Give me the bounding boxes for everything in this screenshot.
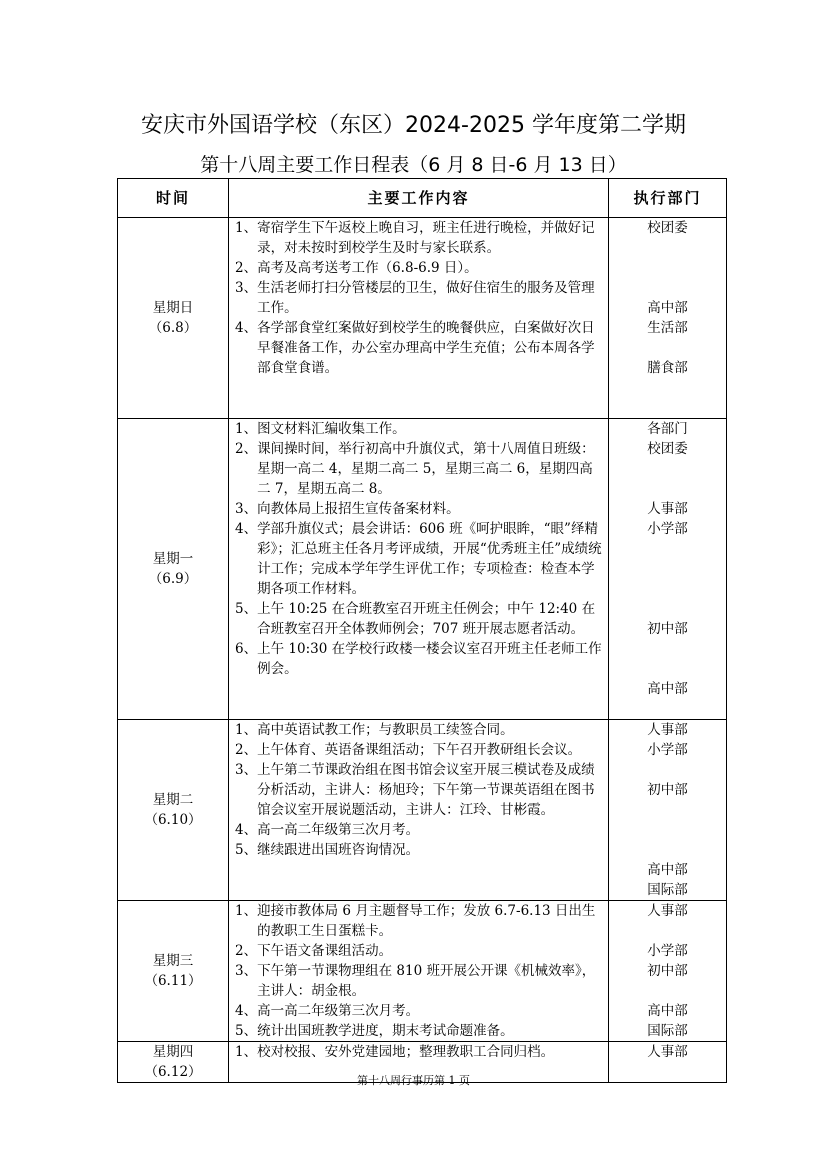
work-item bbox=[235, 419, 602, 439]
work-item-number: 6、 bbox=[235, 641, 258, 657]
dept-label bbox=[609, 278, 726, 298]
table-row bbox=[118, 901, 727, 1042]
work-item-text: 校对校报、安外党建园地；整理教职工合同归档。 bbox=[257, 1044, 555, 1060]
dept-label: 小学部 bbox=[647, 521, 688, 537]
dept-label: 校团委 bbox=[647, 441, 688, 457]
work-item bbox=[235, 439, 602, 499]
work-item-number: 1、 bbox=[235, 220, 258, 236]
dept-label: 高中部 bbox=[647, 681, 688, 697]
content-cell bbox=[229, 419, 609, 720]
day-date: （6.9） bbox=[148, 571, 198, 587]
content-cell bbox=[229, 901, 609, 1042]
dept-label bbox=[609, 238, 726, 258]
dept-label: 初中部 bbox=[647, 963, 688, 979]
dept-label: 高中部 bbox=[647, 1003, 688, 1019]
work-item-number: 5、 bbox=[235, 601, 258, 617]
dept-cell bbox=[609, 419, 727, 720]
work-item-text: 学部升旗仪式；晨会讲话：606 班《呵护眼眸，“眼”绎精彩》；汇总班主任各月考评成绩，开展“优秀班主任”成绩统计工作；完成本学年学生评优工作；专项检查：检查本学期各项工作材料。 bbox=[257, 521, 602, 597]
work-item-number: 3、 bbox=[235, 280, 258, 296]
page-footer: 第十八周行事历第 1 页 bbox=[357, 1074, 470, 1087]
dept-label bbox=[609, 659, 726, 679]
dept-label bbox=[609, 338, 726, 358]
dept-cell bbox=[609, 218, 727, 419]
dept-cell bbox=[609, 720, 727, 901]
work-item-number: 2、 bbox=[235, 742, 258, 758]
dept-label bbox=[609, 760, 726, 780]
dept-label bbox=[609, 840, 726, 860]
dept-label bbox=[609, 258, 726, 278]
work-item-text: 高中英语试教工作；与教职员工续签合同。 bbox=[257, 722, 514, 738]
work-item-number: 4、 bbox=[235, 320, 258, 336]
work-item-text: 寄宿学生下午返校上晚自习，班主任进行晚检，并做好记录，对未按时到校学生及时与家长联系。 bbox=[257, 220, 595, 256]
dept-label bbox=[609, 539, 726, 559]
header-dept: 执行部门 bbox=[609, 179, 727, 218]
day-cell bbox=[118, 218, 229, 419]
dept-label: 人事部 bbox=[647, 722, 688, 738]
dept-label: 初中部 bbox=[647, 782, 688, 798]
day-date: （6.12） bbox=[144, 1064, 202, 1080]
work-item-number: 1、 bbox=[235, 722, 258, 738]
work-item bbox=[235, 1042, 602, 1062]
work-item-number: 4、 bbox=[235, 822, 258, 838]
work-item-number: 5、 bbox=[235, 1023, 258, 1039]
day-date: （6.8） bbox=[148, 320, 198, 336]
work-item-number: 3、 bbox=[235, 762, 258, 778]
dept-label bbox=[609, 639, 726, 659]
dept-label bbox=[609, 459, 726, 479]
work-item bbox=[235, 278, 602, 318]
work-item bbox=[235, 760, 602, 820]
work-item-number: 2、 bbox=[235, 943, 258, 959]
work-item-text: 上午 10:25 在合班教室召开班主任例会；中午 12:40 在合班教室召开全体教师例会；707 班开展志愿者活动。 bbox=[257, 601, 596, 637]
dept-label: 人事部 bbox=[647, 501, 688, 517]
work-item bbox=[235, 1021, 602, 1041]
table-header-row bbox=[118, 179, 727, 218]
work-item-number: 3、 bbox=[235, 963, 258, 979]
dept-label: 国际部 bbox=[647, 882, 688, 898]
dept-label bbox=[609, 800, 726, 820]
work-item bbox=[235, 318, 602, 378]
work-item-text: 上午第二节课政治组在图书馆会议室开展三模试卷及成绩分析活动，主讲人：杨旭玲；下午第一节课英语组在图书馆会议室开展说题活动，主讲人：江玲、甘彬霞。 bbox=[257, 762, 595, 818]
work-item-text: 课间操时间，举行初高中升旗仪式，第十八周值日班级：星期一高二 4，星期二高二 5，星期三高二 6，星期四高二 7，星期五高二 8。 bbox=[257, 441, 595, 497]
dept-label: 人事部 bbox=[647, 903, 688, 919]
content-cell bbox=[229, 720, 609, 901]
dept-label: 小学部 bbox=[647, 742, 688, 758]
work-item-text: 图文材料汇编收集工作。 bbox=[257, 421, 406, 437]
work-item-number: 4、 bbox=[235, 1003, 258, 1019]
work-item-text: 下午语文备课组活动。 bbox=[257, 943, 393, 959]
table-row bbox=[118, 218, 727, 419]
day-name: 星期三 bbox=[152, 953, 194, 969]
work-item-number: 4、 bbox=[235, 521, 258, 537]
work-item bbox=[235, 740, 602, 760]
dept-label: 人事部 bbox=[647, 1044, 688, 1060]
work-item-number: 2、 bbox=[235, 260, 258, 276]
work-item bbox=[235, 1001, 602, 1021]
work-item bbox=[235, 840, 602, 860]
dept-label bbox=[609, 921, 726, 941]
work-item-text: 上午体育、英语备课组活动；下午召开教研组长会议。 bbox=[257, 742, 582, 758]
dept-cell bbox=[609, 901, 727, 1042]
work-item-text: 上午 10:30 在学校行政楼一楼会议室召开班主任老师工作例会。 bbox=[257, 641, 602, 677]
document-subtitle: 第十八周主要工作日程表（6 月 8 日-6 月 13 日） bbox=[200, 154, 627, 176]
work-item-text: 统计出国班教学进度，期末考试命题准备。 bbox=[257, 1023, 514, 1039]
schedule-table bbox=[117, 178, 727, 1083]
work-item-text: 高一高二年级第三次月考。 bbox=[257, 1003, 420, 1019]
work-item-text: 高考及高考送考工作（6.8-6.9 日）。 bbox=[257, 260, 478, 276]
table-row bbox=[118, 720, 727, 901]
document-title: 安庆市外国语学校（东区）2024-2025 学年度第二学期 bbox=[141, 113, 686, 138]
dept-label: 生活部 bbox=[647, 320, 688, 336]
day-name: 星期四 bbox=[152, 1044, 194, 1060]
work-item bbox=[235, 941, 602, 961]
dept-label bbox=[609, 820, 726, 840]
dept-label: 高中部 bbox=[647, 862, 688, 878]
work-item bbox=[235, 258, 602, 278]
content-cell bbox=[229, 218, 609, 419]
work-item-number: 1、 bbox=[235, 421, 258, 437]
header-time: 时间 bbox=[118, 179, 229, 218]
work-item bbox=[235, 599, 602, 639]
dept-label: 初中部 bbox=[647, 621, 688, 637]
work-item bbox=[235, 820, 602, 840]
dept-label: 高中部 bbox=[647, 300, 688, 316]
dept-label bbox=[609, 378, 726, 398]
work-item bbox=[235, 720, 602, 740]
header-content: 主要工作内容 bbox=[229, 179, 609, 218]
work-item bbox=[235, 901, 602, 941]
day-cell bbox=[118, 419, 229, 720]
day-date: （6.11） bbox=[144, 973, 202, 989]
dept-label: 国际部 bbox=[647, 1023, 688, 1039]
work-item-text: 高一高二年级第三次月考。 bbox=[257, 822, 420, 838]
work-item bbox=[235, 499, 602, 519]
work-item-number: 1、 bbox=[235, 903, 258, 919]
work-item-text: 向教体局上报招生宣传备案材料。 bbox=[257, 501, 460, 517]
day-name: 星期一 bbox=[152, 551, 194, 567]
dept-label: 校团委 bbox=[647, 220, 688, 236]
work-item bbox=[235, 961, 602, 1001]
day-name: 星期日 bbox=[152, 300, 194, 316]
dept-label: 小学部 bbox=[647, 943, 688, 959]
work-item-number: 3、 bbox=[235, 501, 258, 517]
work-item-number: 5、 bbox=[235, 842, 258, 858]
dept-label bbox=[609, 579, 726, 599]
dept-label bbox=[609, 981, 726, 1001]
work-item bbox=[235, 639, 602, 679]
day-date: （6.10） bbox=[144, 812, 202, 828]
work-item bbox=[235, 218, 602, 258]
work-item-number: 1、 bbox=[235, 1044, 258, 1060]
dept-label: 膳食部 bbox=[647, 360, 688, 376]
work-item-text: 下午第一节课物理组在 810 班开展公开课《机械效率》，主讲人：胡金根。 bbox=[257, 963, 596, 999]
day-name: 星期二 bbox=[152, 792, 194, 808]
dept-label bbox=[609, 559, 726, 579]
work-item-text: 迎接市教体局 6 月主题督导工作；发放 6.7-6.13 日出生的教职工生日蛋糕卡。 bbox=[257, 903, 596, 939]
dept-label bbox=[609, 699, 726, 719]
day-cell bbox=[118, 901, 229, 1042]
dept-label bbox=[609, 479, 726, 499]
work-item-text: 各学部食堂红案做好到校学生的晚餐供应，白案做好次日早餐准备工作，办公室办理高中学生充值；公布本周各学部食堂食谱。 bbox=[257, 320, 595, 376]
work-item-number: 2、 bbox=[235, 441, 258, 457]
table-row bbox=[118, 419, 727, 720]
work-item-text: 生活老师打扫分管楼层的卫生，做好住宿生的服务及管理工作。 bbox=[257, 280, 595, 316]
day-cell bbox=[118, 720, 229, 901]
dept-label: 各部门 bbox=[647, 421, 688, 437]
dept-label bbox=[609, 599, 726, 619]
dept-label bbox=[609, 398, 726, 418]
work-item bbox=[235, 519, 602, 599]
work-item-text: 继续跟进出国班咨询情况。 bbox=[257, 842, 420, 858]
